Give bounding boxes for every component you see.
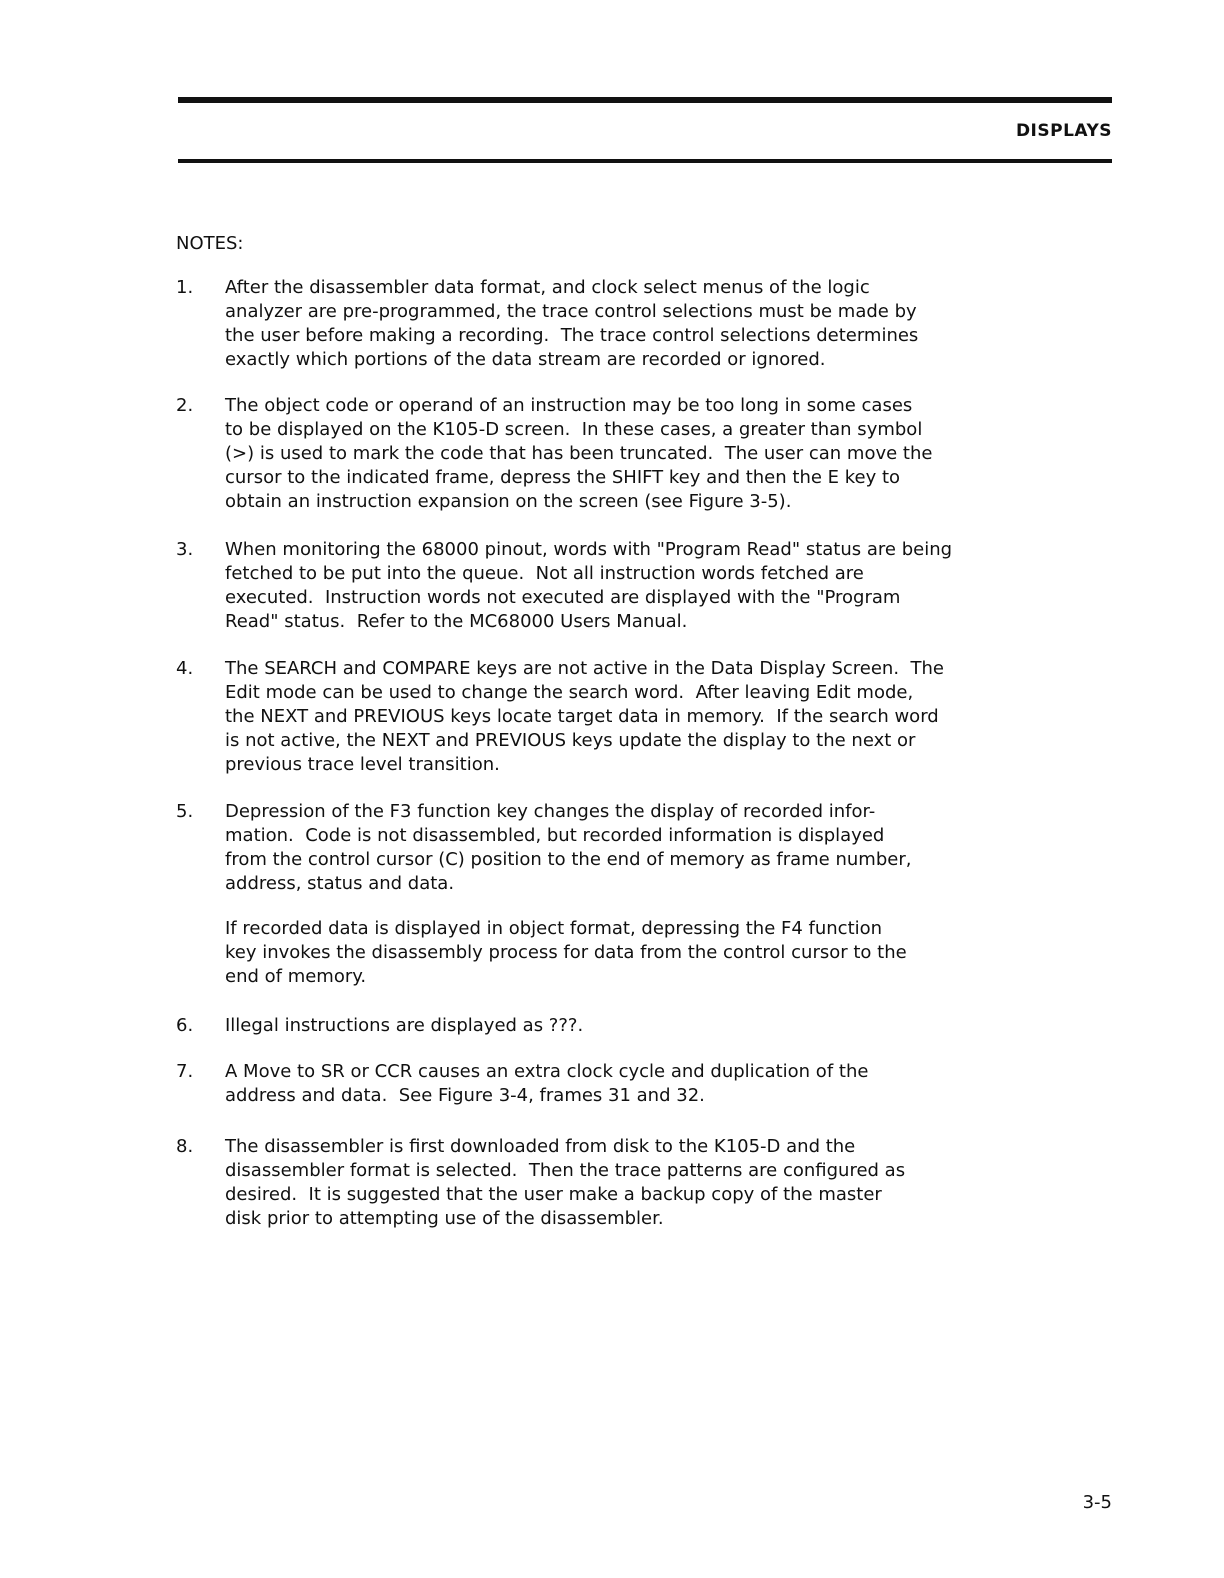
note-number: 6.	[176, 1015, 194, 1036]
page-number: 3-5	[1082, 1492, 1112, 1513]
note-number: 3.	[176, 539, 194, 560]
note-text: A Move to SR or CCR causes an extra clock cycle and duplication of the address and data. See Figure 3-4, frames 31 and 32.	[225, 1061, 869, 1106]
note-text: After the disassembler data format, and clock select menus of the logic analyzer are pre-programmed, the trace control selections must be made by the user before making a recording. The trace control selections determines exactly which portions of the data stream are recorded or ignored.	[225, 277, 919, 370]
note-number: 5.	[176, 801, 194, 822]
note-text: If recorded data is displayed in object format, depressing the F4 function key invokes the disassembly process for data from the control cursor to the end of memory.	[225, 918, 907, 987]
note-number: 1.	[176, 277, 194, 298]
note-text: The object code or operand of an instruction may be too long in some cases to be displayed on the K105-D screen. In these cases, a greater than symbol (>) is used to mark the code that has been truncated. The user can move the cursor to the indicated frame, depress the SHIFT key and then the E key to obtain an instruction expansion on the screen (see Figure 3-5).	[225, 395, 933, 512]
notes-heading: NOTES:	[176, 233, 244, 254]
note-number: 4.	[176, 658, 194, 679]
header-rule-top	[178, 97, 1112, 103]
note-text: Depression of the F3 function key changes the display of recorded infor- mation. Code is not disassembled, but recorded information is displayed from the control cursor (C) position to the end of memory as frame number, address, status and data.	[225, 801, 912, 894]
section-title: DISPLAYS	[1015, 121, 1112, 141]
note-number: 2.	[176, 395, 194, 416]
header-rule-bottom	[178, 159, 1112, 163]
note-number: 8.	[176, 1136, 194, 1157]
note-text: Illegal instructions are displayed as ???.	[225, 1015, 584, 1036]
note-text: The SEARCH and COMPARE keys are not active in the Data Display Screen. The Edit mode can be used to change the search word. After leaving Edit mode, the NEXT and PREVIOUS keys locate target data in memory. If the search word is not active, the NEXT and PREVIOUS keys update the display to the next or previous trace level transition.	[225, 658, 944, 775]
note-number: 7.	[176, 1061, 194, 1082]
note-text: When monitoring the 68000 pinout, words with "Program Read" status are being fetched to be put into the queue. Not all instruction words fetched are executed. Instruction words not executed are displayed with the "Program Read" status. Refer to the MC68000 Users Manual.	[225, 539, 953, 632]
note-text: The disassembler is first downloaded from disk to the K105-D and the disassembler format is selected. Then the trace patterns are configured as desired. It is suggested that the user make a backup copy of the master disk prior to attempting use of the disassembler.	[225, 1136, 906, 1229]
